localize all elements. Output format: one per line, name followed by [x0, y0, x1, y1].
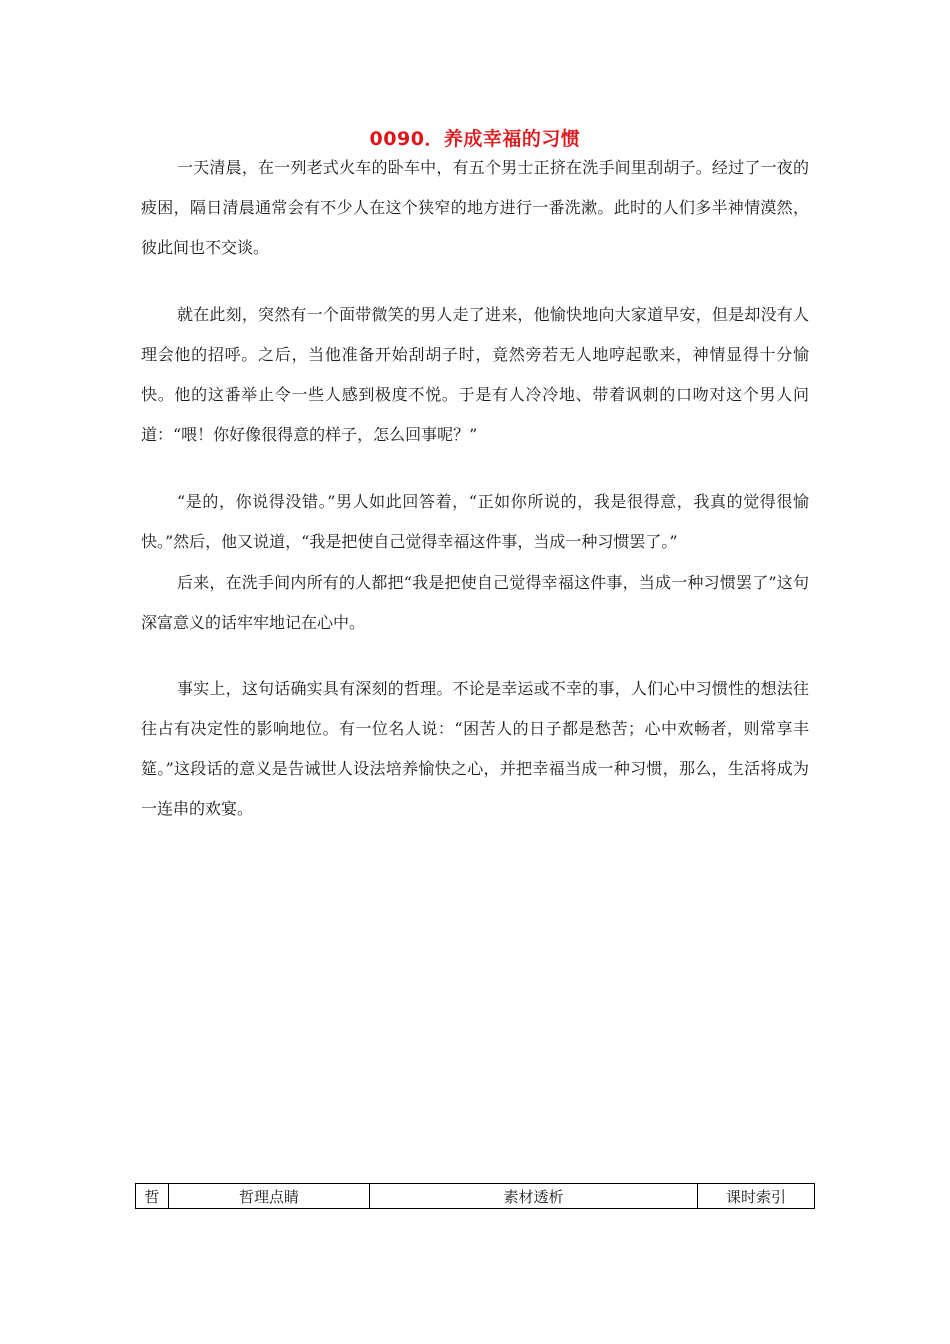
- footer-cell-lesson-index: 课时索引: [698, 1184, 815, 1209]
- paragraph-3: “是的，你说得没错。”男人如此回答着，“正如你所说的，我是很得意，我真的觉得很愉快。”然后，他又说道，“我是把使自己觉得幸福这件事，当成一种习惯罢了。”: [141, 492, 809, 551]
- footer-cell-zhe: 哲: [136, 1184, 169, 1209]
- paragraph-1: 一天清晨，在一列老式火车的卧车中，有五个男士正挤在洗手间里刮胡子。经过了一夜的疲困，隔日清晨通常会有不少人在这个狭窄的地方进行一番洗漱。此时的人们多半神情漠然，彼此间也不交谈。: [141, 158, 809, 257]
- paragraph-5: 事实上，这句话确实具有深刻的哲理。不论是幸运或不幸的事，人们心中习惯性的想法往往占有决定性的影响地位。有一位名人说：“困苦人的日子都是愁苦；心中欢畅者，则常享丰筵。”这段话的意义是告诫世人设法培养愉快之心，并把幸福当成一种习惯，那么，生活将成为一连串的欢宴。: [141, 679, 809, 818]
- footer-cell-material-analysis: 素材透析: [370, 1184, 698, 1209]
- paragraph-2: 就在此刻，突然有一个面带微笑的男人走了进来，他愉快地向大家道早安，但是却没有人理会他的招呼。之后，当他准备开始刮胡子时，竟然旁若无人地哼起歌来，神情显得十分愉快。他的这番举止令一些人感到极度不悦。于是有人冷冷地、带着讽刺的口吻对这个男人问道：“喂！你好像很得意的样子，怎么回事呢？”: [141, 305, 809, 444]
- document-title: 0090．养成幸福的习惯: [369, 128, 581, 150]
- footer-row: [136, 1184, 815, 1209]
- paragraph-4: 后来，在洗手间内所有的人都把“我是把使自己觉得幸福这件事，当成一种习惯罢了”这句深富意义的话牢牢地记在心中。: [141, 573, 809, 632]
- footer-cell-philosophy-highlight: 哲理点睛: [169, 1184, 370, 1209]
- footer-index-table: [135, 1183, 815, 1209]
